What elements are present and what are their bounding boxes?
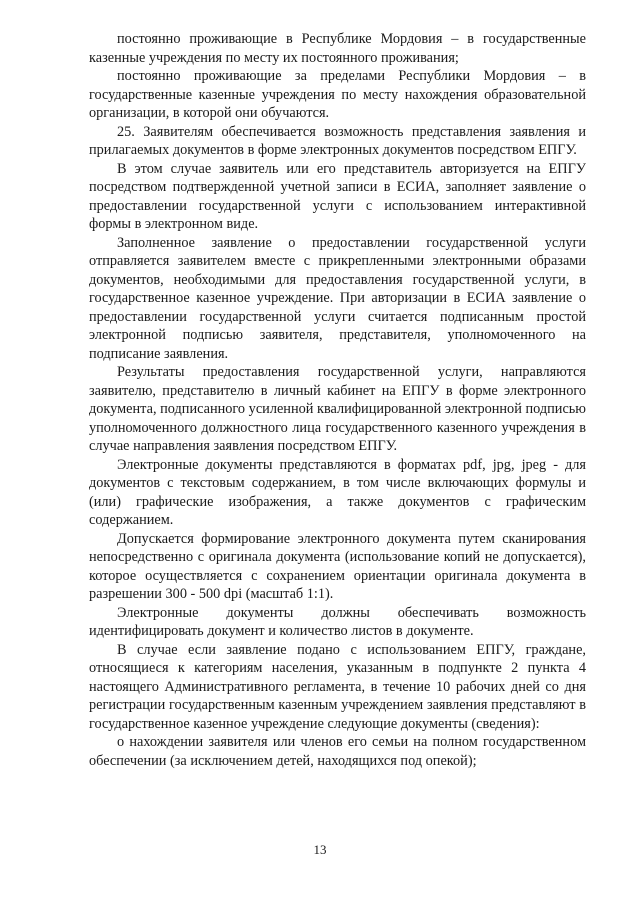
paragraph-epgu-submission: В случае если заявление подано с использованием ЕПГУ, граждане, относящиеся к категориям населения, указанным в подпункте 2 пункта 4 настоящего Административного регламента, в течение 10 рабочих дней со дня регистрации государственным казенным учреждением заявления представляют в государственное казенное учреждение следующие документы (сведения): — [89, 641, 586, 732]
paragraph-filled-application: Заполненное заявление о предоставлении государственной услуги отправляется заявителем вместе с прикрепленными электронными образами документов, необходимыми для предоставления государственной услуги, в государственное казенное учреждение. При авторизации в ЕСИА заявление о предоставлении государственной услуги считается подписанным простой электронной подписью заявителя, представителя, уполномоченного на подписание заявления. — [89, 234, 586, 362]
paragraph-results: Результаты предоставления государственной услуги, направляются заявителю, представителю в личный кабинет на ЕПГУ в форме электронного документа, подписанного усиленной квалифицированной электронной подписью уполномоченного должностного лица государственного казенного учреждения в случае направления заявления посредством ЕПГУ. — [89, 364, 586, 454]
paragraph-item-25: 25. Заявителям обеспечивается возможность представления заявления и прилагаемых документов в форме электронных документов посредством ЕПГУ. — [89, 123, 586, 158]
paragraph-state-support: о нахождении заявителя или членов его семьи на полном государственном обеспечении (за исключением детей, находящихся под опекой); — [89, 734, 586, 769]
page-body — [89, 30, 586, 770]
paragraph-identification: Электронные документы должны обеспечивать возможность идентифицировать документ и количество листов в документе. — [89, 604, 586, 639]
page-number: 13 — [313, 842, 327, 857]
paragraph-formats: Электронные документы представляются в форматах pdf, jpg, jpeg - для документов с текстовым содержанием, в том числе включающих формулы и (или) графические изображения, а также документов с графическим содержанием. — [89, 456, 586, 528]
paragraph-residents-outside: постоянно проживающие за пределами Республики Мордовия – в государственные казенные учреждения по месту нахождения образовательной организации, в которой они обучаются. — [89, 68, 586, 121]
paragraph-authorization: В этом случае заявитель или его представитель авторизуется на ЕПГУ посредством подтвержденной учетной записи в ЕСИА, заполняет заявление о предоставлении государственной услуги с использованием интерактивной формы в электронном виде. — [89, 160, 586, 232]
paragraph-residents-mordovia: постоянно проживающие в Республике Мордовия – в государственные казенные учреждения по месту их постоянного проживания; — [89, 31, 586, 66]
paragraph-scanning: Допускается формирование электронного документа путем сканирования непосредственно с оригинала документа (использование копий не допускается), которое осуществляется с сохранением ориентации оригинала документа в разрешении 300 - 500 dpi (масштаб 1:1). — [89, 530, 586, 602]
